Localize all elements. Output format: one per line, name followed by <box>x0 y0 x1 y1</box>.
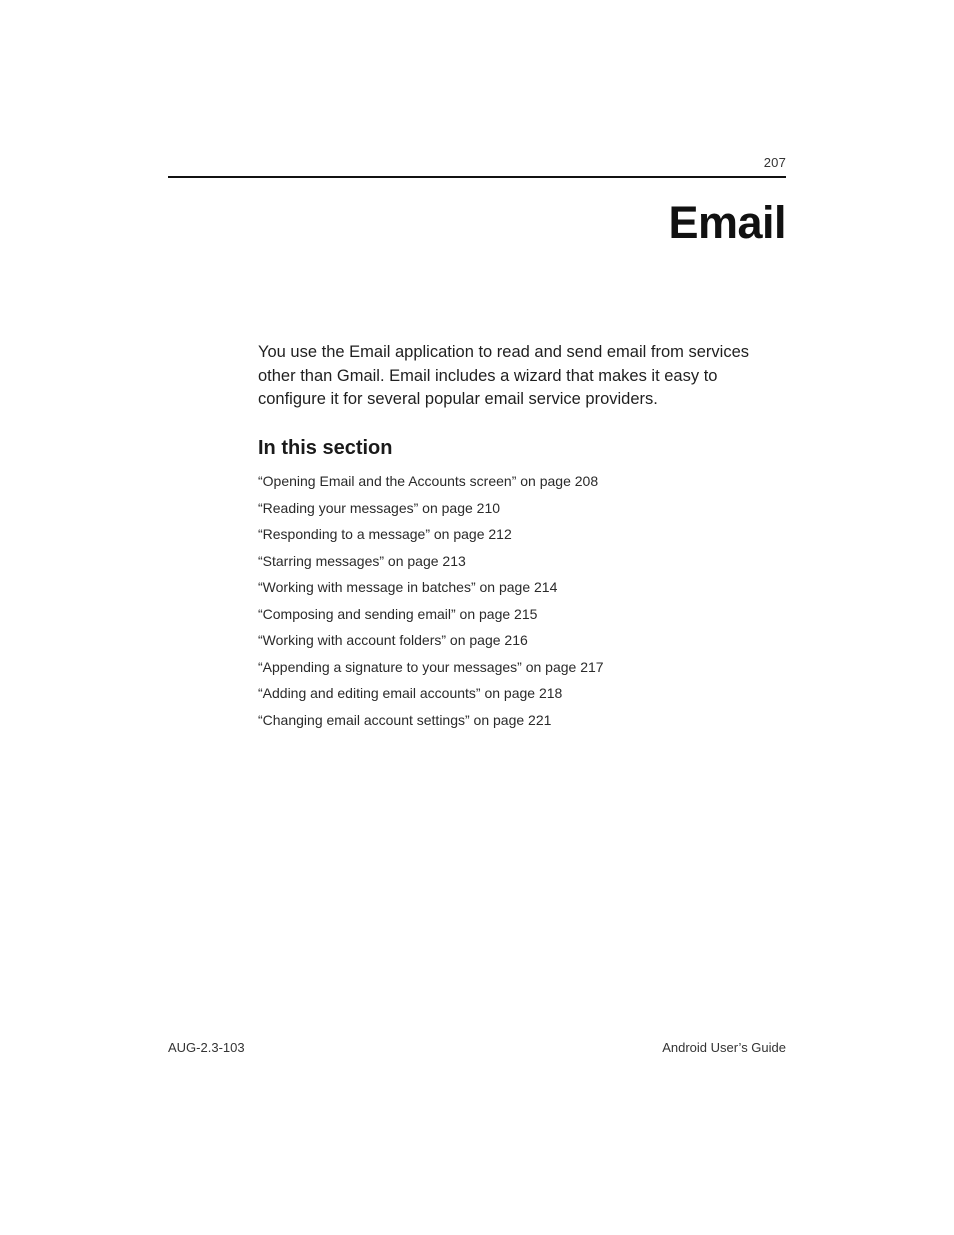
section-link-list <box>258 468 604 733</box>
section-heading: In this section <box>258 437 393 459</box>
section-link[interactable]: “Reading your messages” on page 210 <box>258 499 501 516</box>
section-link[interactable]: “Working with account folders” on page 216 <box>258 632 528 648</box>
section-link[interactable]: “Opening Email and the Accounts screen” on page 208 <box>258 473 599 489</box>
page-number: 207 <box>763 155 786 170</box>
header-rule <box>168 176 786 178</box>
section-link[interactable]: “Starring messages” on page 213 <box>258 552 466 569</box>
footer-doc-id: AUG-2.3-103 <box>168 1040 245 1055</box>
chapter-title: Email <box>668 197 786 248</box>
section-link[interactable]: “Working with message in batches” on page 214 <box>258 579 558 595</box>
section-link[interactable]: “Changing email account settings” on page 221 <box>258 711 552 728</box>
section-link[interactable]: “Appending a signature to your messages” on page 217 <box>258 658 604 675</box>
footer-guide-title: Android User’s Guide <box>662 1040 786 1055</box>
section-link[interactable]: “Composing and sending email” on page 215 <box>258 605 538 622</box>
section-link[interactable]: “Responding to a message” on page 212 <box>258 526 512 542</box>
section-link[interactable]: “Adding and editing email accounts” on page 218 <box>258 685 563 701</box>
intro-paragraph: You use the Email application to read and send email from services other than Gmail. Email includes a wizard that makes it easy to configure it for several popular email service providers. <box>258 343 749 408</box>
